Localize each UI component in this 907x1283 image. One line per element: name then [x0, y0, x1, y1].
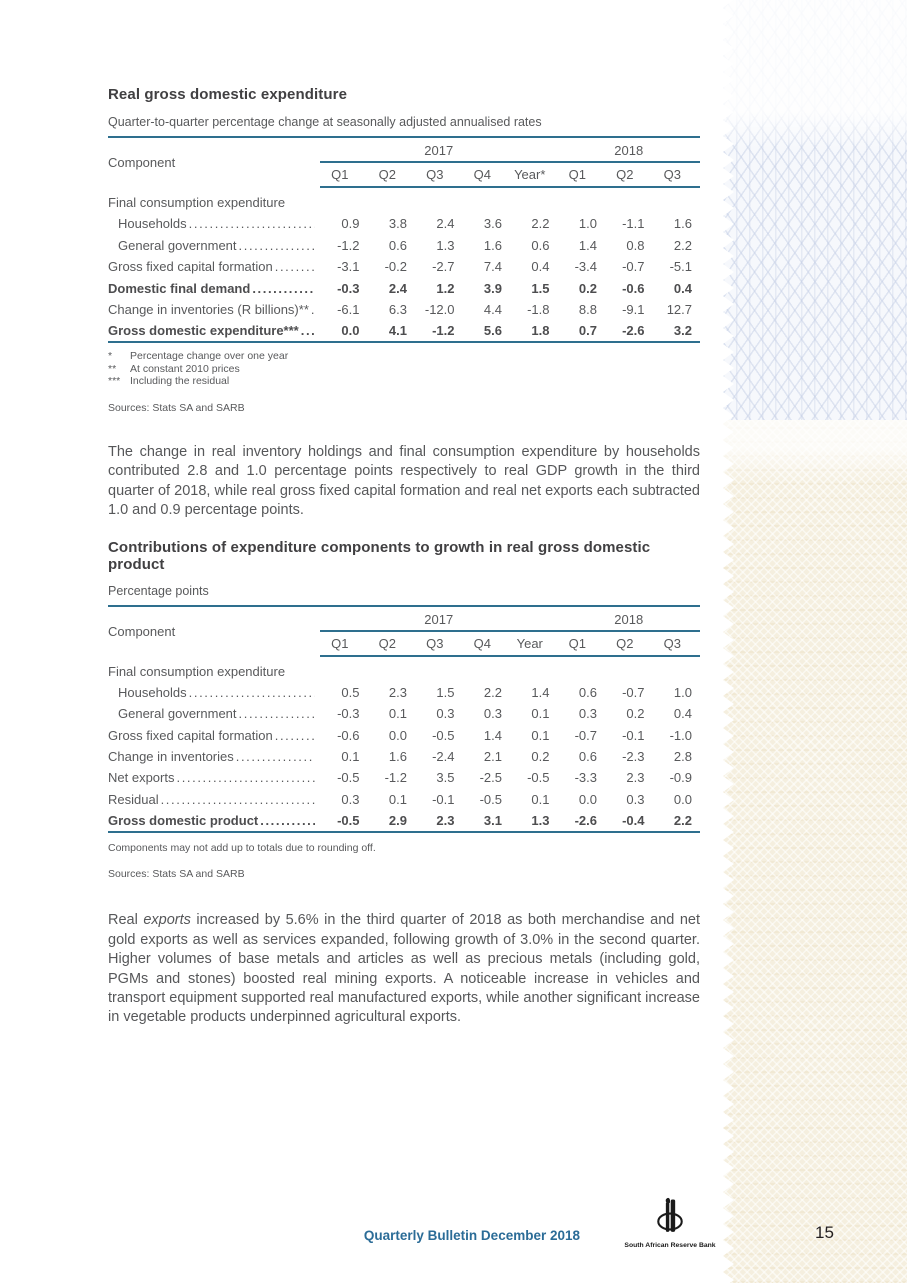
footnote-marker: **	[108, 362, 117, 375]
footnote-text: Percentage change over one year	[130, 350, 289, 363]
table-row	[108, 320, 700, 342]
cell-value: 0.1	[531, 727, 550, 743]
col-header: Q3	[415, 162, 463, 187]
cell-value: 2.2	[673, 813, 692, 829]
cell-value: 3.8	[388, 216, 407, 232]
cell-value: 1.3	[436, 237, 455, 253]
cell-value: 0.1	[388, 706, 407, 722]
cell-value: -0.9	[669, 770, 692, 786]
table-header-years	[108, 606, 700, 631]
cell-value: 0.1	[341, 749, 360, 765]
cell-value: 0.0	[388, 727, 407, 743]
col-header: Year*	[510, 162, 558, 187]
cell-value: 0.6	[531, 237, 550, 253]
cell-value: 1.5	[436, 684, 455, 700]
cell-value: -2.6	[574, 813, 597, 829]
component-header: Component	[108, 623, 176, 639]
cell-value: -0.1	[432, 791, 455, 807]
col-header: Q3	[653, 162, 701, 187]
cell-value: 0.6	[578, 749, 597, 765]
col-header: Q2	[368, 631, 416, 656]
col-header: Q3	[653, 631, 701, 656]
cell-value: 0.4	[673, 706, 692, 722]
sarb-logo-icon	[649, 1196, 691, 1236]
cell-value: 1.4	[483, 727, 502, 743]
cell-value: 0.2	[578, 280, 597, 296]
cell-value: 0.2	[531, 749, 550, 765]
col-header: Q3	[415, 631, 463, 656]
cell-value: 12.7	[666, 301, 692, 317]
cell-value: 2.3	[388, 684, 407, 700]
col-header: Q4	[463, 631, 511, 656]
cell-value: 0.8	[626, 237, 645, 253]
cell-value	[463, 656, 511, 682]
cell-value: 0.0	[341, 323, 360, 339]
table-row	[108, 277, 700, 298]
cell-value: 0.3	[626, 791, 645, 807]
cell-value: 0.0	[673, 791, 692, 807]
row-label: Residual .....	[108, 789, 320, 810]
col-header: Year	[510, 631, 558, 656]
cell-value: -0.2	[384, 259, 407, 275]
cell-value: -0.5	[432, 727, 455, 743]
cell-value: 0.1	[388, 791, 407, 807]
cell-value: 3.9	[483, 280, 502, 296]
col-header: Q1	[320, 631, 368, 656]
cell-value: -0.6	[622, 280, 645, 296]
row-label: Net exports .....	[108, 767, 320, 788]
paragraph-rest: increased by 5.6% in the third quarter of 2018 as both merchandise and net gold exports as well as services expanded, following growth of 3.0% in the second quarter. Higher volumes of base metals and articles as well as precious metals (including gold, PGMs and stones) boosted real mining exports. A noticeable increase in vehicles and transport equipment supported real manufactured exports, while another significant increase in vegetable products underpinned agricultural exports.	[108, 912, 700, 1026]
cell-value: -0.3	[337, 706, 360, 722]
cell-value: 3.2	[673, 323, 692, 339]
cell-value: -0.6	[337, 727, 360, 743]
sarb-logo	[618, 1196, 722, 1249]
cell-value: 1.0	[578, 216, 597, 232]
cell-value: -1.0	[669, 727, 692, 743]
row-label: Change in inventories (R billions)** .....	[108, 299, 320, 320]
footnote	[108, 350, 700, 363]
cell-value	[558, 187, 606, 213]
row-label: Change in inventories .....	[108, 746, 320, 767]
cell-value: 2.3	[626, 770, 645, 786]
cell-value: 0.4	[531, 259, 550, 275]
cell-value: 8.8	[578, 301, 597, 317]
table-row	[108, 235, 700, 256]
cell-value: -0.3	[337, 280, 360, 296]
table-row	[108, 767, 700, 788]
col-header: Q1	[320, 162, 368, 187]
cell-value: -2.3	[622, 749, 645, 765]
cell-value: 3.5	[436, 770, 455, 786]
cell-value: 6.3	[388, 301, 407, 317]
table-real-gross-domestic-expenditure	[108, 136, 700, 343]
cell-value: 2.3	[436, 813, 455, 829]
cell-value: -0.7	[622, 684, 645, 700]
cell-value	[415, 187, 463, 213]
cell-value: -1.2	[432, 323, 455, 339]
table2-subtitle: Percentage points	[108, 583, 209, 598]
table-row	[108, 187, 700, 213]
col-header: Q2	[605, 631, 653, 656]
table-row	[108, 789, 700, 810]
cell-value: -9.1	[622, 301, 645, 317]
cell-value: 1.0	[673, 684, 692, 700]
table-header-years	[108, 137, 700, 162]
col-header: Q1	[558, 162, 606, 187]
cell-value: 0.2	[626, 706, 645, 722]
cell-value: 1.8	[531, 323, 550, 339]
cell-value: 2.4	[436, 216, 455, 232]
cell-value: 0.0	[578, 791, 597, 807]
table-row	[108, 810, 700, 832]
cell-value: -0.1	[622, 727, 645, 743]
table-row	[108, 746, 700, 767]
cell-value: -1.2	[384, 770, 407, 786]
table-row	[108, 703, 700, 724]
cell-value	[510, 187, 558, 213]
table-row	[108, 256, 700, 277]
paragraph-real-exports	[108, 911, 700, 1027]
row-label: Domestic final demand .....	[108, 277, 320, 298]
cell-value: -2.6	[622, 323, 645, 339]
cell-value: 1.4	[531, 684, 550, 700]
row-label: Final consumption expenditure	[108, 664, 286, 679]
cell-value: 1.2	[436, 280, 455, 296]
page-number: 15	[815, 1223, 834, 1242]
year-group-2017: 2017	[320, 137, 558, 162]
cell-value	[463, 187, 511, 213]
cell-value: 1.6	[388, 749, 407, 765]
cell-value: 0.3	[578, 706, 597, 722]
cell-value: -1.2	[337, 237, 360, 253]
security-pattern-beige	[723, 420, 907, 1283]
footnote-text: Including the residual	[130, 375, 230, 388]
cell-value	[320, 187, 368, 213]
footnote-text: At constant 2010 prices	[130, 362, 240, 375]
cell-value	[368, 187, 416, 213]
table-row	[108, 299, 700, 320]
table2-sources: Sources: Stats SA and SARB	[108, 868, 245, 881]
cell-value	[653, 656, 701, 682]
cell-value: -0.5	[527, 770, 550, 786]
footnote-marker: ***	[108, 375, 121, 388]
cell-value: 2.2	[673, 237, 692, 253]
cell-value: -3.1	[337, 259, 360, 275]
cell-value: 4.4	[483, 301, 502, 317]
cell-value	[510, 656, 558, 682]
year-group-2017: 2017	[320, 606, 558, 631]
table1-footnotes	[108, 350, 700, 388]
cell-value: 0.6	[388, 237, 407, 253]
cell-value: 4.1	[388, 323, 407, 339]
cell-value: 0.7	[578, 323, 597, 339]
cell-value: -0.5	[337, 813, 360, 829]
table-contributions-to-gdp-growth	[108, 605, 700, 834]
security-pattern-blue	[723, 0, 907, 420]
cell-value: 2.1	[483, 749, 502, 765]
cell-value: 0.4	[673, 280, 692, 296]
cell-value: -2.7	[432, 259, 455, 275]
cell-value: -6.1	[337, 301, 360, 317]
cell-value: 1.6	[483, 237, 502, 253]
table-row	[108, 213, 700, 234]
cell-value: -3.4	[574, 259, 597, 275]
cell-value	[320, 656, 368, 682]
cell-value: 1.4	[578, 237, 597, 253]
cell-value: 3.1	[483, 813, 502, 829]
cell-value: -0.5	[479, 791, 502, 807]
cell-value: 0.3	[483, 706, 502, 722]
cell-value	[368, 656, 416, 682]
table2-title: Contributions of expenditure components to growth in real gross domestic product	[108, 538, 651, 573]
cell-value: 2.2	[483, 684, 502, 700]
col-header: Q1	[558, 631, 606, 656]
row-label: Households .....	[108, 213, 320, 234]
row-label: General government .....	[108, 703, 320, 724]
cell-value: -12.0	[424, 301, 455, 317]
cell-value	[605, 656, 653, 682]
cell-value: -0.5	[337, 770, 360, 786]
table1-subtitle: Quarter-to-quarter percentage change at seasonally adjusted annualised rates	[108, 115, 542, 129]
cell-value: 7.4	[483, 259, 502, 275]
cell-value: 0.3	[436, 706, 455, 722]
cell-value: -1.8	[527, 301, 550, 317]
table2-rounding-note: Components may not add up to totals due to rounding off.	[108, 842, 376, 855]
row-label: Final consumption expenditure	[108, 196, 286, 210]
cell-value: 1.3	[531, 813, 550, 829]
cell-value: -5.1	[669, 259, 692, 275]
col-header: Q2	[368, 162, 416, 187]
page-content	[108, 0, 700, 1028]
cell-value: 2.9	[388, 813, 407, 829]
cell-value: 0.9	[341, 216, 360, 232]
cell-value	[415, 656, 463, 682]
cell-value: -3.3	[574, 770, 597, 786]
cell-value: 1.6	[673, 216, 692, 232]
cell-value: 0.5	[341, 684, 360, 700]
cell-value	[558, 656, 606, 682]
row-label: Gross domestic product .....	[108, 810, 320, 832]
row-label: General government .....	[108, 235, 320, 256]
footnote-marker: *	[108, 350, 113, 363]
cell-value: 1.5	[531, 280, 550, 296]
col-header: Q4	[463, 162, 511, 187]
table-row	[108, 725, 700, 746]
footer-bulletin-title: Quarterly Bulletin December 2018	[363, 1228, 580, 1243]
paragraph-italic-word: exports	[143, 912, 191, 929]
cell-value: -0.4	[622, 813, 645, 829]
row-label: Households .....	[108, 682, 320, 703]
cell-value: 2.2	[531, 216, 550, 232]
cell-value: 5.6	[483, 323, 502, 339]
cell-value: -0.7	[622, 259, 645, 275]
cell-value: 0.6	[578, 684, 597, 700]
cell-value: -0.7	[574, 727, 597, 743]
footnote	[108, 363, 700, 376]
cell-value	[605, 187, 653, 213]
paragraph-prefix: Real	[108, 912, 144, 929]
table-row	[108, 656, 700, 682]
cell-value: 0.1	[531, 791, 550, 807]
row-label: Gross fixed capital formation .....	[108, 256, 320, 277]
cell-value	[653, 187, 701, 213]
component-header: Component	[108, 155, 176, 170]
sarb-logo-caption: South African Reserve Bank	[624, 1242, 716, 1249]
footnote	[108, 375, 700, 388]
cell-value: 3.6	[483, 216, 502, 232]
row-label: Gross domestic expenditure*** .....	[108, 320, 320, 342]
row-label: Gross fixed capital formation .....	[108, 725, 320, 746]
table1-sources: Sources: Stats SA and SARB	[108, 401, 245, 414]
cell-value: -2.4	[432, 749, 455, 765]
year-group-2018: 2018	[558, 606, 701, 631]
cell-value: 0.3	[341, 791, 360, 807]
security-pattern-strip	[723, 0, 907, 1283]
col-header: Q2	[605, 162, 653, 187]
table1-title: Real gross domestic expenditure	[108, 86, 348, 103]
cell-value: 2.8	[673, 749, 692, 765]
cell-value: -1.1	[622, 216, 645, 232]
table-row	[108, 682, 700, 703]
paragraph-inventory-contribution: The change in real inventory holdings and final consumption expenditure by households contributed 2.8 and 1.0 percentage points respectively to real GDP growth in the third quarter of 2018, while real gross fixed capital formation and real net exports each subtracted 1.0 and 0.9 percentage points.	[108, 443, 700, 519]
year-group-2018: 2018	[558, 137, 701, 162]
cell-value: 0.1	[531, 706, 550, 722]
cell-value: 2.4	[388, 280, 407, 296]
cell-value: -2.5	[479, 770, 502, 786]
